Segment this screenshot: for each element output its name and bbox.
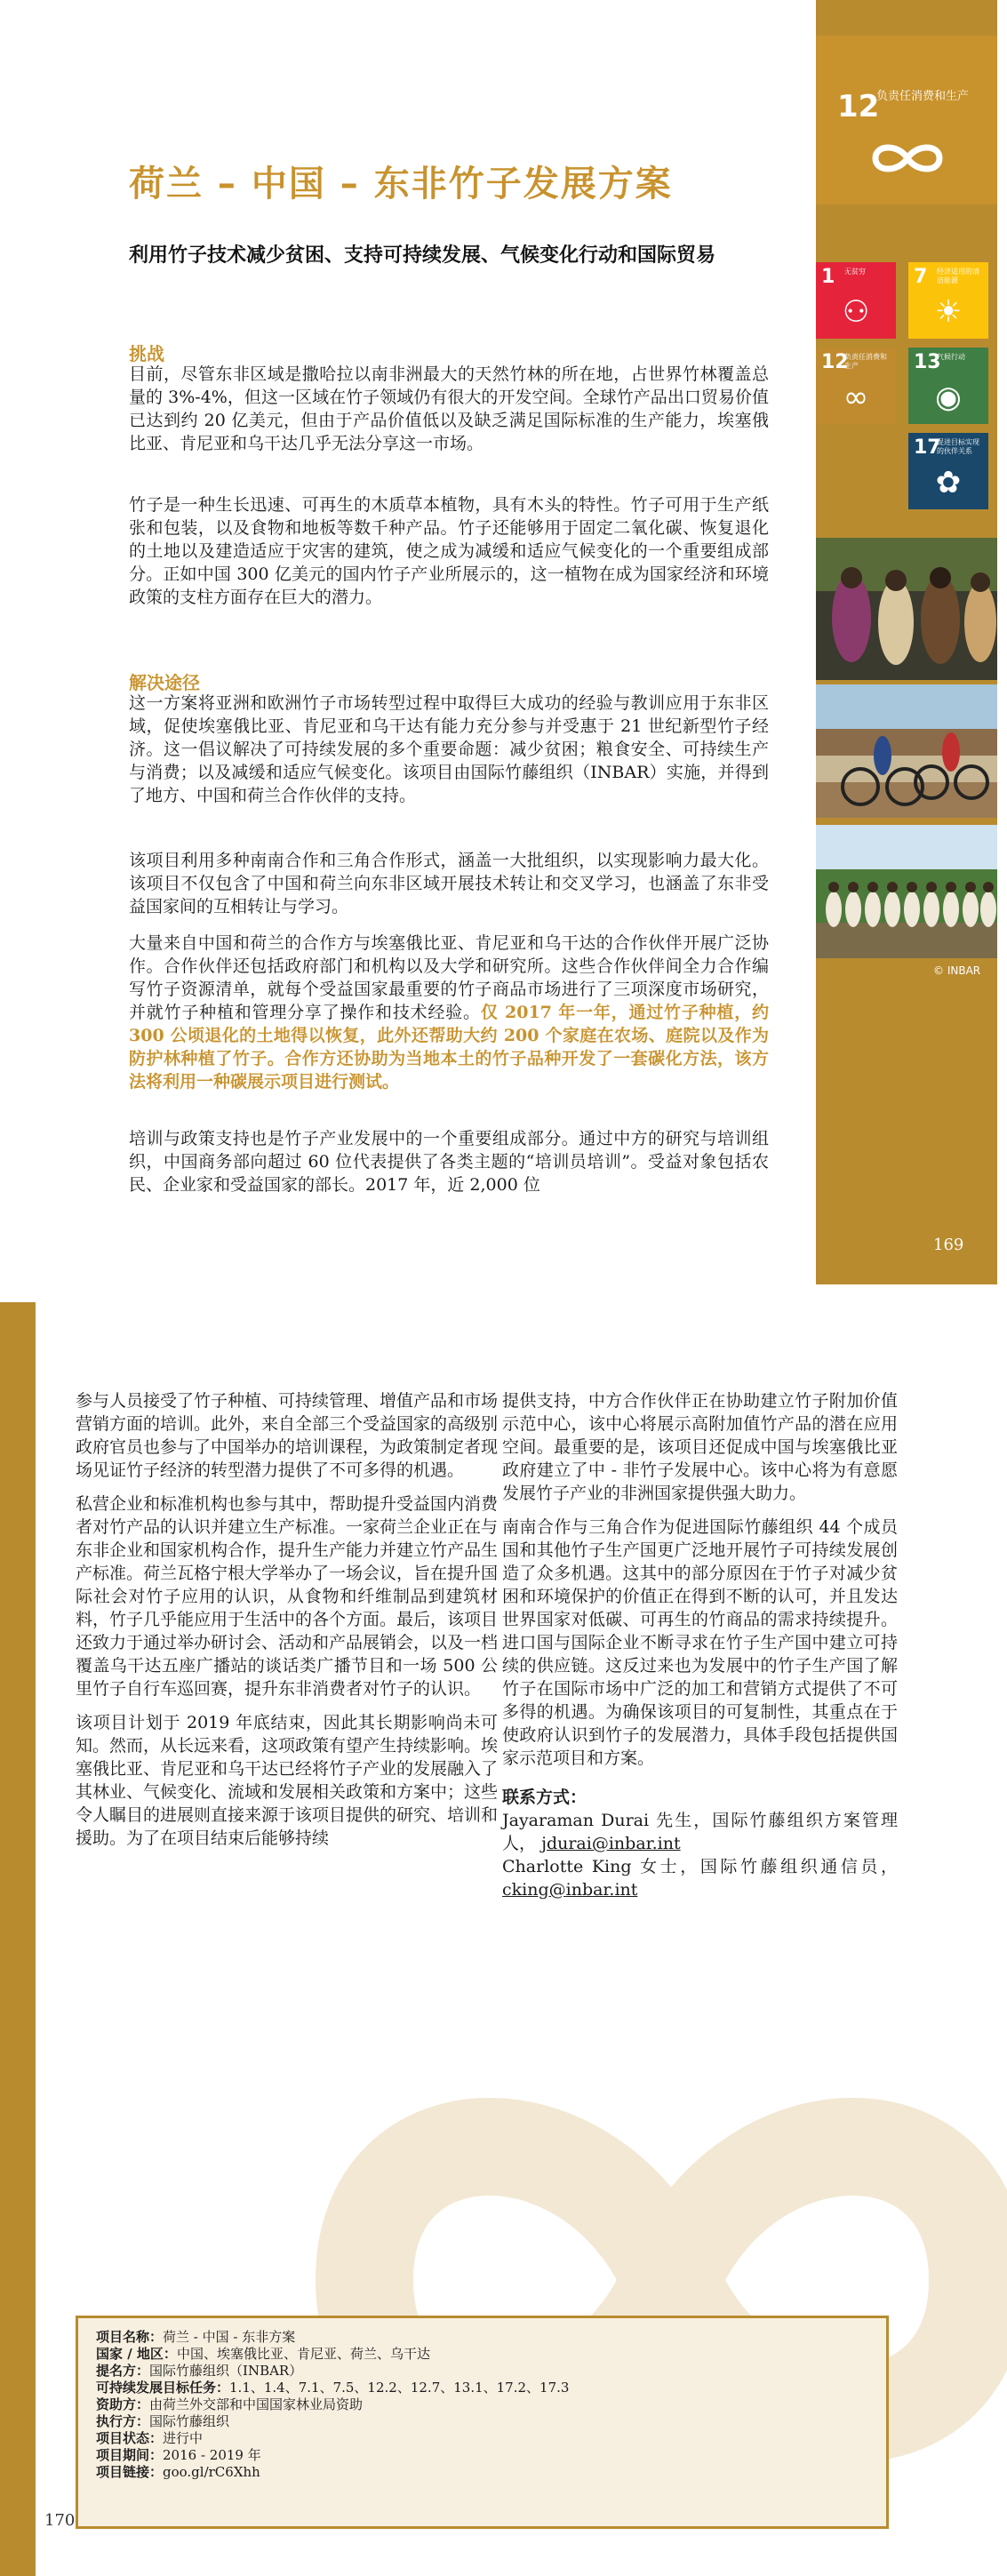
body-paragraph: 提供支持，中方合作伙伴正在协助建立竹子附加价值示范中心，该中心将展示高附加值竹产品的潜在应用空间。最重要的是，该项目还促成中国与埃塞俄比亚政府建立了中 - 非竹子发展中心。该中心将为有意愿发展竹子产业的非洲国家提供强大助力。 — [502, 1391, 898, 1503]
eye-globe-icon: ◉ — [935, 380, 962, 415]
info-key: 资助方： — [96, 2396, 150, 2412]
page-number: 169 — [933, 1236, 964, 1254]
left-column — [76, 1389, 498, 1860]
photo-bamboo-bicycle — [816, 684, 997, 818]
sdg-tile-7 — [908, 262, 988, 339]
page-gap — [0, 1284, 1007, 1302]
sdg-tile-label: 气候行动 — [937, 353, 965, 361]
info-key: 执行方： — [96, 2413, 150, 2429]
info-row — [96, 2413, 868, 2430]
info-value: 2016 - 2019 年 — [163, 2447, 261, 2463]
page-subtitle: 利用竹子技术减少贫困、支持可持续发展、气候变化行动和国际贸易 — [129, 244, 716, 267]
contact-1-name: Jayaraman Durai 先生，国际竹藤组织方案管理人， — [502, 1811, 898, 1853]
sdg-badge-label: 负责任消费和生产 — [876, 90, 970, 103]
page-title: 荷兰 – 中国 – 东非竹子发展方案 — [129, 164, 673, 204]
photo-group — [816, 825, 997, 958]
sdg-tile-label: 经济适用的清洁能源 — [937, 268, 979, 284]
info-row — [96, 2464, 868, 2481]
sdg-12-badge — [816, 36, 997, 204]
people-icon: ⚇ — [842, 294, 870, 330]
sdg-tile-label: 促进目标实现的伙伴关系 — [937, 438, 979, 455]
infinity-icon: ∞ — [843, 380, 869, 415]
info-row — [96, 2396, 868, 2413]
flower-icon: ✿ — [935, 465, 962, 500]
info-value: 1.1、1.4、7.1、7.5、12.2、12.7、13.1、17.2、17.3 — [229, 2380, 570, 2396]
sdg-tile-1 — [816, 262, 896, 339]
info-key: 项目名称： — [96, 2329, 164, 2345]
sun-icon: ☀ — [934, 294, 963, 330]
contact-2-email-link[interactable]: cking@inbar.int — [502, 1880, 638, 1900]
sdg-tile-13 — [908, 348, 988, 424]
sdg-tile-label: 负责任消费和生产 — [844, 353, 887, 370]
challenge-paragraph-2: 竹子是一种生长迅速、可再生的木质草本植物，具有木头的特性。竹子可用于生产纸张和包装，以及食物和地板等数千种产品。竹子还能够用于固定二氧化碳、恢复退化的土地以及建造适应于灾害的建筑，使之成为减缓和适应气候变化的一个重要组成部分。正如中国 300 亿美元的国内竹子产业所展示的，这一植物在成为国家经济和环境政策的支柱方面存在巨大的潜力。 — [129, 495, 769, 607]
sdg-tile-number: 1 — [821, 266, 835, 288]
solution-paragraph-3 — [129, 932, 769, 1093]
sdg-tile-number: 13 — [914, 351, 941, 373]
info-value: 由荷兰外交部和中国国家林业局资助 — [149, 2396, 364, 2412]
right-column — [502, 1389, 898, 1901]
body-paragraph: 私营企业和标准机构也参与其中，帮助提升受益国内消费者对竹产品的认识并建立生产标准。一家荷兰企业正在与东非企业和国家机构合作，提升生产能力并建立竹产品生产标准。荷兰瓦格宁根大学举办了一场会议，旨在提升国际社会对竹子应用的认识，从食物和纤维制品到建筑材料，竹子几乎能应用于生活中的各个方面。最后，该项目还致力于通过举办研讨会、活动和产品展销会，以及一档覆盖乌干达五座广播站的谈话类广播节目和一场 500 公里竹子自行车巡回赛，提升东非消费者对竹子的认识。 — [76, 1494, 499, 1699]
project-link[interactable]: goo.gl/rC6Xhh — [163, 2464, 260, 2480]
info-key: 提名方： — [96, 2363, 150, 2379]
sdg-tile-12 — [816, 348, 896, 424]
photo-market-people — [816, 538, 997, 680]
photo-credit: © INBAR — [933, 964, 981, 977]
info-key: 国家 / 地区： — [96, 2346, 177, 2362]
info-row — [96, 2363, 868, 2380]
project-info-box — [76, 2316, 889, 2529]
contact-2-name: Charlotte King 女士，国际竹藤组织通信员， — [502, 1857, 898, 1876]
solution-paragraph-1: 这一方案将亚洲和欧洲竹子市场转型过程中取得巨大成功的经验与教训应用于东非区域，促使埃塞俄比亚、肯尼亚和乌干达有能力充分参与并受惠于 21 世纪新型竹子经济。这一倡议解决了可持续发展的多个重要命题：减少贫困；粮食安全、可持续生产与消费；以及减缓和适应气候变化。该项目由国际竹藤组织（INBAR）实施，并得到了地方、中国和荷兰合作伙伴的支持。 — [129, 693, 769, 805]
gold-side-bar — [0, 1302, 36, 2576]
info-value: 中国、埃塞俄比亚、肯尼亚、荷兰、乌干达 — [176, 2346, 430, 2362]
info-value: 进行中 — [163, 2430, 204, 2446]
sdg-tile-label: 无贫穷 — [844, 268, 866, 276]
challenge-paragraph-1: 目前，尽管东非区域是撒哈拉以南非洲最大的天然竹林的所在地，占世界竹林覆盖总量的 3%-4%，但这一区域在竹子领域仍有很大的开发空间。全球竹产品出口贸易价值已达到约 20 亿美元，但由于产品价值低以及缺乏满足国际标准的生产能力，埃塞俄比亚、肯尼亚和乌干达几乎无法分享这一市场。 — [129, 364, 769, 453]
info-value: 国际竹藤组织（INBAR） — [149, 2363, 303, 2379]
page-170 — [0, 1302, 1007, 2576]
contact-2 — [502, 1855, 898, 1901]
info-row — [96, 2380, 868, 2396]
solution-paragraph-2: 该项目利用多种南南合作和三角合作形式，涵盖一大批组织，以实现影响力最大化。该项目不仅包含了中国和荷兰向东非区域开展技术转让和交叉学习，也涵盖了东非受益国家间的互相转让与学习。 — [129, 851, 769, 916]
solution-paragraph-4: 培训与政策支持也是竹子产业发展中的一个重要组成部分。通过中方的研究与培训组织，中国商务部向超过 60 位代表提供了各类主题的“培训员培训”。受益对象包括农民、企业家和受益国家的部长。2017 年，近 2,000 位 — [129, 1129, 769, 1195]
sdg-tile-number: 17 — [914, 436, 941, 459]
info-row — [96, 2346, 868, 2363]
sdg-tile-17 — [908, 433, 988, 509]
sdg-tile-number: 7 — [914, 266, 928, 288]
info-key: 项目链接： — [96, 2464, 164, 2480]
info-value: 荷兰 - 中国 - 东非方案 — [163, 2329, 296, 2345]
solution-highlight: 仅 2017 年一年，通过竹子种植，约 300 公顷退化的土地得以恢复，此外还帮助大约 200 个家庭在农场、庭院以及作为防护林种植了竹子。合作方还协助为当地本土的竹子品种开发了一套碳化方法，该方法将利用一种碳展示项目进行测试。 — [129, 1003, 769, 1092]
body-paragraph: 南南合作与三角合作为促进国际竹藤组织 44 个成员国和其他竹子生产国更广泛地开展竹子可持续发展创造了众多机遇。这其中的部分原因在于竹子对减少贫困和环境保护的价值正在得到不断的认可，并且发达世界国家对低碳、可再生的竹商品的需求持续提升。进口国与国际企业不断寻求在竹子生产国中建立可持续的供应链。这反过来也为发展中的竹子生产国了解竹子在国际市场中广泛的加工和营销方式提供了不可多得的机遇。为确保该项目的可复制性，其重点在于使政府认识到竹子的发展潜力，具体手段包括提供国家示范项目和方案。 — [502, 1517, 898, 1768]
info-key: 项目期间： — [96, 2447, 164, 2463]
solution-paragraph-3-text: 大量来自中国和荷兰的合作方与埃塞俄比亚、肯尼亚和乌干达的合作伙伴开展广泛协作。合作伙伴还包括政府部门和机构以及大学和研究所。这些合作伙伴间全力合作编写竹子资源清单，就每个受益国家最重要的竹子商品市场进行了三项深度市场研究，并就竹子种植和管理分享了操作和技术经验。 — [129, 933, 769, 1022]
info-key: 项目状态： — [96, 2430, 164, 2446]
page-169 — [0, 0, 1007, 1284]
info-row — [96, 2447, 868, 2464]
info-key: 可持续发展目标任务： — [96, 2380, 230, 2396]
sdg-badge-number: 12 — [837, 89, 880, 124]
page-number: 170 — [44, 2511, 76, 2530]
info-value: 国际竹藤组织 — [149, 2413, 230, 2429]
sdg-tiles — [816, 262, 997, 502]
body-paragraph: 参与人员接受了竹子种植、可持续管理、增值产品和市场营销方面的培训。此外，来自全部三个受益国家的高级别政府官员也参与了中国举办的培训课程，为政策制定者现场见证竹子经济的转型潜力提供了不可多得的机遇。 — [76, 1391, 499, 1480]
contact-heading: 联系方式： — [502, 1788, 587, 1807]
body-paragraph: 该项目计划于 2019 年底结束，因此其长期影响尚未可知。然而，从长远来看，这项政策有望产生持续影响。埃塞俄比亚、肯尼亚和乌干达已经将竹子产业的发展融入了其林业、气候变化、流域和发展相关政策和方案中；这些令人瞩目的进展则直接来源于该项目提供的研究、培训和援助。为了在项目结束后能够持续 — [76, 1713, 499, 1848]
infinity-icon — [865, 135, 950, 181]
sdg-tile-number: 12 — [821, 351, 849, 373]
challenge-heading: 挑战 — [129, 343, 164, 364]
solution-heading: 解决途径 — [129, 672, 200, 693]
contact-1-email-link[interactable]: jdurai@inbar.int — [541, 1834, 681, 1853]
contact-1 — [502, 1809, 898, 1855]
info-row — [96, 2430, 868, 2447]
info-row — [96, 2329, 868, 2346]
